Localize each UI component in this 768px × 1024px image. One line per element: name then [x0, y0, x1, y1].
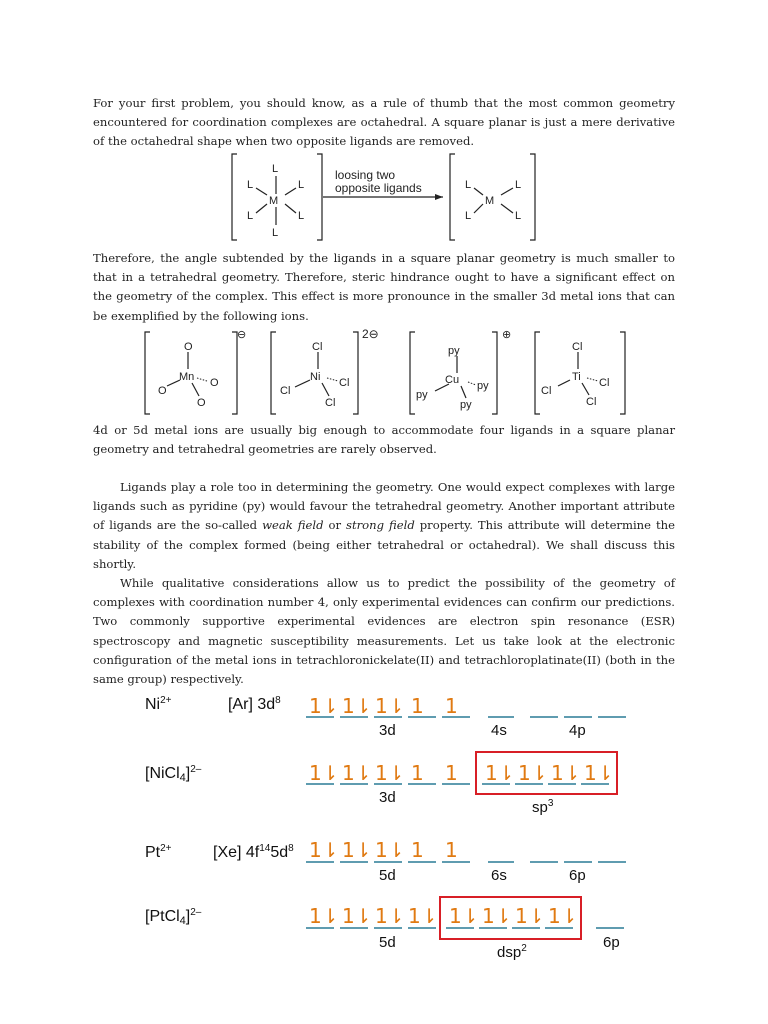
ligand-label: L [247, 179, 254, 191]
mn-ligand-label: O [197, 397, 206, 409]
mn-ligand-label: O [184, 341, 193, 353]
cu-metal-label: Cu [445, 374, 460, 386]
paired-arrow: 1⇂ [309, 761, 339, 785]
ni-ion-label: $Ni^{2+}$ [145, 695, 172, 713]
arrow-caption-line1: loosing two [335, 168, 396, 182]
paired-arrow: 1⇂ [342, 761, 372, 785]
paired-arrow: 1⇂ [375, 694, 405, 718]
paragraph-intro: For your first problem, you should know, as a rule of thumb that the most common geometry encountered for coordination complexes are octahedral. A square planar is just a mere derivative of the octahedral shape when two opposite ligands are removed. [93, 96, 675, 149]
ptcl4-orbitals [306, 897, 624, 939]
paired-arrow: 1⇂ [342, 904, 372, 928]
paired-arrow: 1⇂ [309, 838, 339, 862]
arrow-caption-line2: opposite ligands [335, 181, 422, 195]
paired-arrow: 1⇂ [449, 904, 479, 928]
ni-orbitals [306, 694, 626, 718]
paired-arrow: 1⇂ [485, 761, 515, 785]
ni-ligand-label: Cl [339, 377, 350, 389]
ligand-label: L [272, 163, 279, 175]
cu-ligand-label: py [477, 380, 489, 392]
single-arrow: 1 [411, 761, 424, 785]
cu-charge: ⊕ [502, 329, 512, 341]
ligand-label: L [465, 179, 472, 191]
paragraph-steric: Therefore, the angle subtended by the ligands in a square planar geometry is much smaller to that in a tetrahedral geometry. Therefore, steric hindrance ought to have a significant effect on the geometry of the complex. This effect is more pronounce in the smaller 3d metal ions that can be exemplified by the following ions. [93, 251, 675, 323]
orbital-label-sp3: $sp^3$ [532, 798, 554, 816]
paired-arrow: 1⇂ [548, 904, 578, 928]
ni-metal-label: Ni [310, 371, 321, 383]
metal-label: M [269, 195, 279, 207]
mn-ligand-label: O [210, 377, 219, 389]
ti-ligand-label: Cl [572, 341, 583, 353]
cu-ligand-label: py [416, 389, 428, 401]
mn-charge: ⊖ [237, 329, 247, 341]
ti-metal-label: Ti [572, 371, 581, 383]
single-arrow: 1 [445, 761, 458, 785]
ti-ligand-label: Cl [599, 377, 610, 389]
orbital-label-6p: 6p [603, 934, 620, 951]
orbital-diagram [300, 680, 640, 980]
ligand-label: L [272, 227, 279, 239]
paired-arrow: 1⇂ [309, 694, 339, 718]
paired-arrow: 1⇂ [551, 761, 581, 785]
paragraph-4d-5d: 4d or 5d metal ions are usually big enough to accommodate four ligands in a square planar geometry and tetrahedral geometries are rarely observed. [93, 423, 675, 457]
metal-label: M [485, 195, 495, 207]
single-arrow: 1 [445, 838, 458, 862]
single-arrow: 1 [411, 694, 424, 718]
ni-ligand-label: Cl [325, 397, 336, 409]
cu-ligand-label: py [448, 345, 460, 357]
paired-arrow: 1⇂ [375, 761, 405, 785]
ni-core-config: [Ar] $3d^8$ [228, 695, 281, 713]
term-strong-field: strong field [346, 518, 415, 533]
ni-ligand-label: Cl [312, 341, 323, 353]
orbital-label-3d: 3d [379, 722, 396, 739]
pt-ion-label: $Pt^{2+}$ [145, 843, 172, 861]
orbital-label-5d: 5d [379, 934, 396, 951]
paired-arrow: 1⇂ [309, 904, 339, 928]
paired-arrow: 1⇂ [342, 694, 372, 718]
paired-arrow: 1⇂ [482, 904, 512, 928]
figure-octahedral-to-square-planar [225, 150, 545, 246]
orbital-label-6p: 6p [569, 867, 586, 884]
orbital-label-dsp2: dsp$^2$ [497, 943, 527, 961]
cu-ligand-label: py [460, 399, 472, 411]
ligand-label: L [515, 179, 522, 191]
ligand-label: L [247, 210, 254, 222]
nicl4-orbitals [306, 752, 617, 794]
single-arrow: 1 [445, 694, 458, 718]
ligand-label: L [465, 210, 472, 222]
mn-metal-label: Mn [179, 371, 195, 383]
paragraph-ligands: Ligands play a role too in determining the geometry. One would expect complexes with large ligands such as pyridine (py) would favour the tetrahedral geometry. Another important attribute of ligands are the so-called weak field or strong field property. This attribute will determine the stability of the complex formed (being either tetrahedral or octahedral). We shall discuss this shortly. [93, 480, 675, 571]
ni-ligand-label: Cl [280, 385, 291, 397]
paired-arrow: 1⇂ [518, 761, 548, 785]
ni-charge: 2⊖ [362, 328, 379, 341]
orbital-label-5d: 5d [379, 867, 396, 884]
ligand-label: L [298, 179, 305, 191]
paired-arrow: 1⇂ [408, 904, 438, 928]
single-arrow: 1 [411, 838, 424, 862]
ligand-label: L [298, 210, 305, 222]
paired-arrow: 1⇂ [515, 904, 545, 928]
figure-complex-ions [140, 328, 630, 418]
pt-core-config: [Xe] $4f^{14}5d^8$ [213, 843, 294, 861]
term-weak-field: weak field [262, 518, 324, 533]
orbital-label-6s: 6s [491, 867, 507, 884]
paired-arrow: 1⇂ [375, 838, 405, 862]
orbital-label-4p: 4p [569, 722, 586, 739]
orbital-label-4s: 4s [491, 722, 507, 739]
ti-ligand-label: Cl [541, 385, 552, 397]
nicl4-label: [NiCl$_4$]$^{2-}$ [145, 764, 202, 784]
ti-ligand-label: Cl [586, 396, 597, 408]
ligand-label: L [515, 210, 522, 222]
orbital-label-3d: 3d [379, 789, 396, 806]
paragraph-experimental: While qualitative considerations allow us to predict the possibility of the geometry of complexes with coordination number 4, only experimental evidences can confirm our predictions. Two commonly supportive experimental evidences are electron spin resonance (ESR) spectroscopy and magnetic susceptibility measurements. Let us take look at the electronic configuration of the metal ions in tetrachloronickelate(II) and tetrachloroplatinate(II) (both in the same group) respectively. [93, 576, 675, 687]
paired-arrow: 1⇂ [342, 838, 372, 862]
paired-arrow: 1⇂ [584, 761, 614, 785]
mn-ligand-label: O [158, 385, 167, 397]
ptcl4-label: [PtCl$_4$]$^{2-}$ [145, 907, 202, 927]
pt-orbitals [306, 838, 626, 862]
paired-arrow: 1⇂ [375, 904, 405, 928]
